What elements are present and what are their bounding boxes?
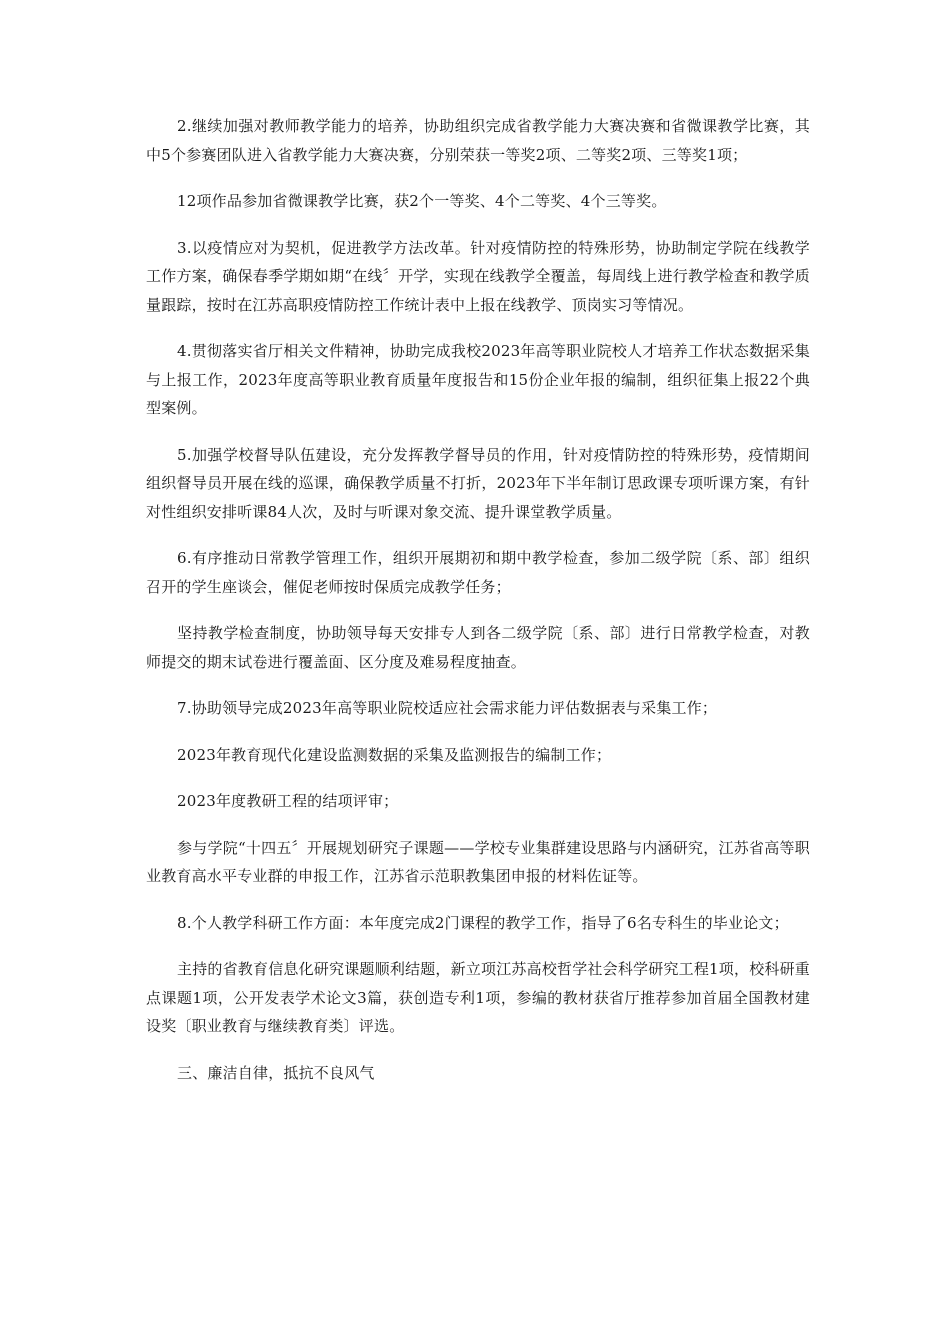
paragraph-research-achievements: 主持的省教育信息化研究课题顺利结题，新立项江苏高校哲学社会科学研究工程1项，校科研重点课题1项，公开发表学术论文3篇，获创造专利1项，参编的教材获省厅推荐参加首届全国教材建设奖〔职业教育与继续教育类〕评选。	[146, 960, 810, 1035]
paragraph-research-review: 2023年度教研工程的结项评审；	[177, 792, 399, 810]
paragraph-personal-teaching: 8.个人教学科研工作方面：本年度完成2门课程的教学工作，指导了6名专科生的毕业论文；	[177, 913, 789, 932]
paragraph-planning-research: 参与学院“十四五〞开展规划研究子课题——学校专业集群建设思路与内涵研究，江苏省高等职业教育高水平专业群的申报工作，江苏省示范职教集团申报的材料佐证等。	[146, 838, 810, 885]
document-body	[146, 112, 810, 1105]
paragraph-daily-management: 6.有序推动日常教学管理工作，组织开展期初和期中教学检查，参加二级学院〔系、部〕组织召开的学生座谈会，催促老师按时保质完成教学任务；	[146, 549, 810, 596]
paragraph-teaching-ability: 2.继续加强对教师教学能力的培养，协助组织完成省教学能力大赛决赛和省微课教学比赛，其中5个参赛团队进入省教学能力大赛决赛，分别荣获一等奖2项、二等奖2项、三等奖1项；	[146, 117, 810, 164]
paragraph-data-collection: 4.贯彻落实省厅相关文件精神，协助完成我校2023年高等职业院校人才培养工作状态数据采集与上报工作，2023年度高等职业教育质量年度报告和15份企业年报的编制，组织征集上报22个典型案例。	[146, 342, 810, 417]
paragraph-supervision: 5.加强学校督导队伍建设，充分发挥教学督导员的作用，针对疫情防控的特殊形势，疫情期间组织督导员开展在线的巡课，确保教学质量不打折，2023年下半年制订思政课专项听课方案，有针对性组织安排听课84人次，及时与听课对象交流、提升课堂教学质量。	[146, 445, 810, 521]
paragraph-assessment-data: 7.协助领导完成2023年高等职业院校适应社会需求能力评估数据表与采集工作；	[177, 699, 718, 717]
paragraph-online-teaching: 3.以疫情应对为契机，促进教学方法改革。针对疫情防控的特殊形势，协助制定学院在线教学工作方案，确保春季学期如期“在线〞开学，实现在线教学全覆盖，每周线上进行教学检查和教学质量跟踪，按时在江苏高职疫情防控工作统计表中上报在线教学、顶岗实习等情况。	[146, 238, 810, 314]
paragraph-teaching-inspection: 坚持教学检查制度，协助领导每天安排专人到各二级学院〔系、部〕进行日常教学检查，对教师提交的期末试卷进行覆盖面、区分度及难易程度抽查。	[146, 624, 810, 671]
paragraph-modernization-monitoring: 2023年教育现代化建设监测数据的采集及监测报告的编制工作；	[177, 745, 612, 764]
paragraph-micro-course: 12项作品参加省微课教学比赛，获2个一等奖、4个二等奖、4个三等奖。	[177, 192, 667, 210]
section-heading-integrity: 三、廉洁自律，抵抗不良风气	[177, 1063, 375, 1082]
